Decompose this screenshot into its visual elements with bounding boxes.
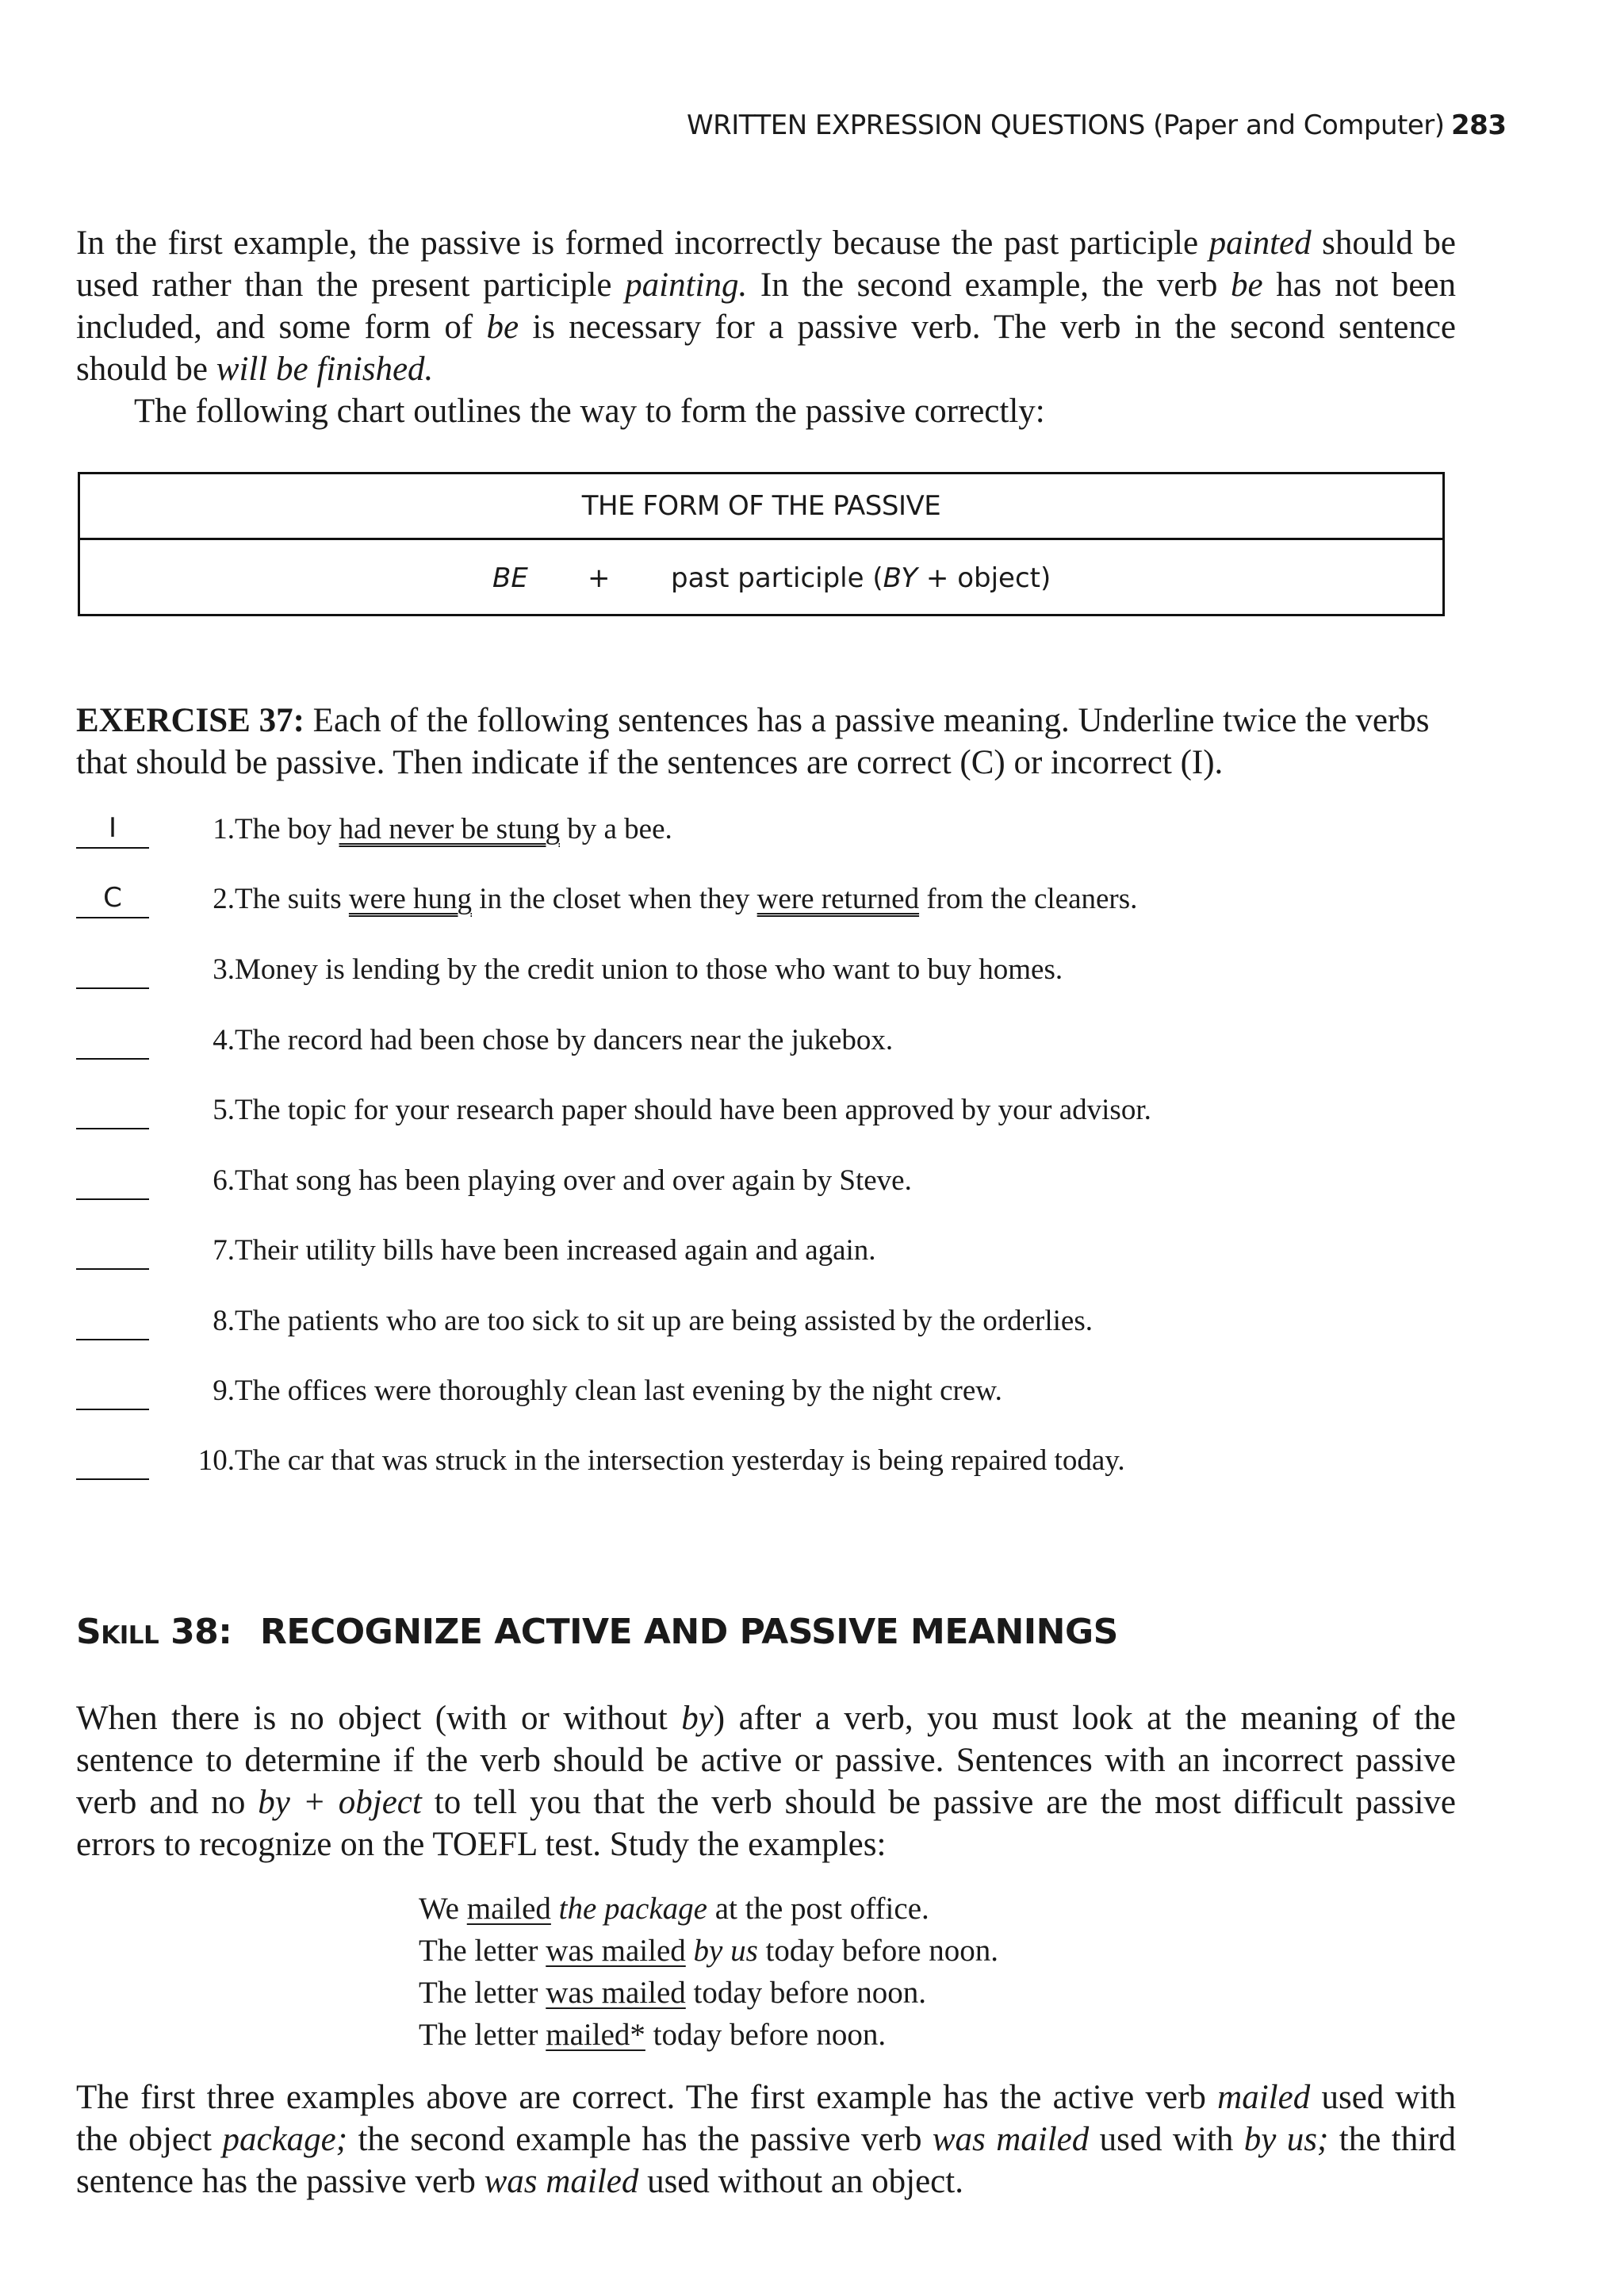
item-text: The record had been chose by dancers near the jukebox. [235, 1024, 894, 1056]
item-text-part: from the cleaners. [919, 883, 1138, 915]
skill-text: to tell you that the verb should be passive are the most difficult passive errors to recognize on the TOEFL test. Study the examples: [76, 1784, 1456, 1863]
example-italic: the package [550, 1892, 707, 1926]
chart-by: BY [883, 562, 918, 594]
answer-blank[interactable] [76, 1442, 149, 1480]
intro-text: should be used rather than the present participle [76, 224, 1456, 304]
page-number: 283 [1451, 109, 1507, 141]
intro-italic-painting: painting. [625, 266, 748, 304]
item-text: The topic for your research paper should have been approved by your advisor. [235, 1094, 1151, 1126]
exercise-item [76, 1232, 1472, 1279]
intro-italic-be: be [486, 309, 519, 346]
closing-text: used without an object. [638, 2163, 963, 2200]
intro-text: has not been included, and some form of [76, 266, 1457, 346]
underlined-verb: mailed [466, 1892, 551, 1926]
closing-italic: was mailed [932, 2121, 1090, 2158]
item-number: 6. [213, 1164, 235, 1197]
example-text: today before noon. [645, 2018, 887, 2052]
passive-form-chart [78, 472, 1445, 616]
example-sentence [419, 1972, 998, 2014]
item-text [235, 812, 672, 846]
exercise-item [76, 1091, 1472, 1139]
answer-blank[interactable] [76, 1091, 149, 1129]
answer-blank[interactable] [76, 1162, 149, 1200]
item-text-part: The suits [235, 883, 349, 915]
exercise-item [76, 811, 1472, 858]
chart-pp-text: past participle ( [671, 562, 883, 594]
answer-blank[interactable]: I [76, 811, 149, 849]
double-underlined-verb: had never be stung [339, 813, 560, 845]
closing-italic: by us; [1243, 2121, 1329, 2158]
intro-italic-be: be [1230, 266, 1263, 304]
skill-paragraph [76, 1697, 1456, 1865]
example-sentence [419, 2014, 998, 2056]
example-text: at the post office. [707, 1892, 929, 1926]
exercise-item [76, 951, 1472, 999]
skill-title: RECOGNIZE ACTIVE AND PASSIVE MEANINGS [260, 1612, 1118, 1652]
underlined-verb: was mailed [546, 1934, 686, 1968]
exercise-instructions-text: Each of the following sentences has a passive meaning. Underline twice the verbs that should be passive. Then indicate if the sentences are correct (C) or incorrect (I). [76, 702, 1430, 781]
chart-title: THE FORM OF THE PASSIVE [80, 474, 1442, 540]
underlined-verb: mailed* [546, 2018, 645, 2052]
item-text: That song has been playing over and over again by Steve. [235, 1164, 912, 1197]
closing-text: the third sentence has the passive verb [76, 2121, 1456, 2200]
example-text: today before noon. [685, 1976, 927, 2010]
exercise-item [76, 1022, 1472, 1069]
item-number: 7. [213, 1234, 235, 1267]
item-number: 3. [213, 953, 235, 986]
chart-pp-text: + object) [917, 562, 1051, 594]
intro-text: In the first example, the passive is formed incorrectly because the past participle [76, 224, 1209, 262]
item-text-part: by a bee. [559, 813, 672, 845]
closing-italic: mailed [1217, 2079, 1311, 2116]
closing-text: used with [1089, 2121, 1244, 2158]
item-number: 8. [213, 1305, 235, 1337]
item-text: The offices were thoroughly clean last evening by the night crew. [235, 1375, 1002, 1407]
skill-italic-by: by [681, 1700, 714, 1737]
double-underlined-verb: were hung [348, 883, 473, 915]
intro-italic-painted: painted [1208, 224, 1312, 262]
item-text: The patients who are too sick to sit up are being assisted by the orderlies. [235, 1305, 1093, 1337]
chart-formula [80, 540, 1442, 616]
exercise-item [76, 880, 1472, 928]
item-text-part: The boy [235, 813, 339, 845]
example-sentence [419, 1930, 998, 1972]
item-text: Their utility bills have been increased again and again. [235, 1234, 876, 1267]
item-number: 9. [213, 1375, 235, 1407]
closing-paragraph [76, 2076, 1456, 2203]
item-text-part: in the closet when they [472, 883, 757, 915]
example-text: We [419, 1892, 467, 1926]
header-title: WRITTEN EXPRESSION QUESTIONS (Paper and Computer) [687, 109, 1445, 141]
answer-blank[interactable] [76, 1372, 149, 1410]
double-underlined-verb: were returned [756, 883, 920, 915]
exercise-item [76, 1442, 1472, 1490]
example-text: The letter [419, 1976, 546, 2010]
closing-text: The first three examples above are correct. The first example has the active verb [76, 2079, 1218, 2116]
answer-blank[interactable]: C [76, 880, 149, 918]
item-number: 4. [213, 1024, 235, 1056]
closing-italic: package; [222, 2121, 348, 2158]
answer-blank[interactable] [76, 1232, 149, 1270]
exercise-item [76, 1302, 1472, 1350]
skill-text: ) after a verb, you must look at the meaning of the sentence to determine if the verb should be active or passive. Sentences with an incorrect passive verb and no [76, 1700, 1456, 1821]
exercise-instructions [76, 700, 1456, 784]
skill-text: When there is no object (with or without [76, 1700, 682, 1737]
example-sentences [419, 1888, 998, 2056]
answer-blank[interactable] [76, 951, 149, 989]
item-text: The car that was struck in the intersection yesterday is being repaired today. [235, 1444, 1125, 1477]
exercise-label: EXERCISE 37: [76, 702, 304, 739]
closing-text: the second example has the passive verb [347, 2121, 933, 2158]
underlined-verb: was mailed [546, 1976, 686, 2010]
item-number: 10. [197, 1444, 235, 1477]
intro-text: In the second example, the verb [747, 266, 1231, 304]
skill-heading [76, 1612, 1118, 1652]
intro-italic-will-be-finished: will be finished. [216, 351, 434, 388]
answer-blank[interactable] [76, 1302, 149, 1340]
intro-text: is necessary for a passive verb. The verb in the second sentence should be [76, 309, 1456, 388]
exercise-item [76, 1372, 1472, 1420]
intro-paragraph [76, 222, 1456, 432]
skill-label: Skill 38: [76, 1612, 232, 1652]
closing-italic: was mailed [484, 2163, 639, 2200]
chart-plus: + [588, 562, 611, 594]
exercise-item [76, 1162, 1472, 1210]
example-sentence [419, 1888, 998, 1930]
item-number: 5. [213, 1094, 235, 1126]
item-number: 2. [213, 883, 235, 915]
example-text: The letter [419, 2018, 546, 2052]
chart-be: BE [492, 562, 528, 594]
item-text [235, 882, 1137, 916]
chart-past-participle [671, 562, 1051, 594]
skill-italic-by-object: by + object [258, 1784, 422, 1821]
example-text: The letter [419, 1934, 546, 1968]
closing-text: used with the object [76, 2079, 1456, 2158]
example-italic: by us [685, 1934, 758, 1968]
chart-lead-in: The following chart outlines the way to form the passive correctly: [134, 393, 1045, 430]
answer-blank[interactable] [76, 1022, 149, 1060]
example-text: today before noon. [757, 1934, 999, 1968]
item-number: 1. [213, 813, 235, 845]
item-text: Money is lending by the credit union to those who want to buy homes. [235, 953, 1063, 986]
